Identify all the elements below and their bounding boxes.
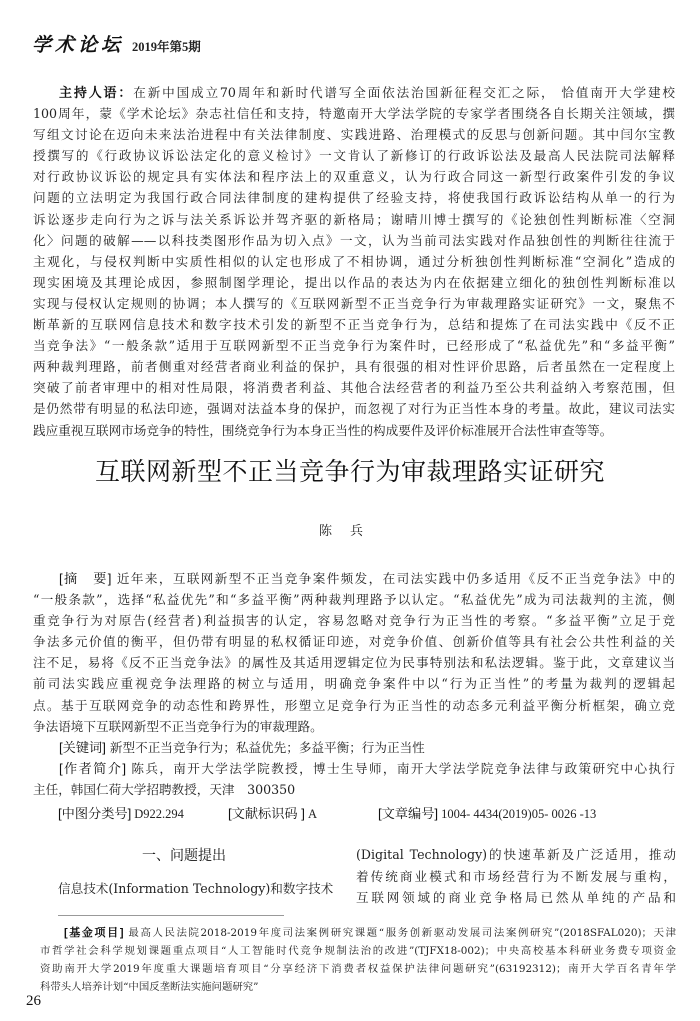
keywords-tag: [关键词] (59, 739, 106, 755)
body-left-column-line: 信息技术(Information Technology)和数字技术 (58, 881, 334, 896)
author-bio-line: [作者简介] 陈兵，南开大学法学院教授，博士生导师，南开大学法学院竞争法律与政策研究中心执行 (59, 760, 675, 776)
host-note-line: 问题的立法明定为我国行政合同法律制度的建构提供了经验支持，将使我国行政诉讼结构从单一的行为 (33, 190, 675, 206)
body-line: 互联网领域的商业竞争格局已然从单纯的产品和 (356, 890, 676, 905)
abstract-tag: [摘 要] (59, 571, 112, 586)
abstract-line: 前司法实践应重视竞争法理路的树立与适用，明确竞争案件中以“行为正当性”的考量为裁判的逻辑起 (33, 676, 675, 692)
host-note-line: 诉讼逐步走向行为之诉与法关系诉讼并驾齐驱的新格局；谢晴川博士撰写的《论独创性判断标准〈空洞 (33, 211, 675, 227)
abstract-line: 重竞争行为对原告(经营者)利益损害的认定，容易忽略对竞争行为正当性的考察。“多益平衡”立足于竞 (33, 613, 675, 629)
keywords (33, 737, 675, 758)
host-note-line: 当竞争法》“一般条款”适用于互联网新型不正当竞争行为案件时，已经形成了“私益优先”和“多益平衡” (33, 338, 675, 354)
journal-name: 学术论坛 (32, 34, 125, 56)
host-note-line: 现实困境及其理论成因，参照制图学理论，提出以作品的表达为内在依据建立细化的独创性判断标准以 (33, 274, 675, 290)
article-number: [文章编号] 1004- 4434(2019)05- 0026 -13 (378, 806, 597, 821)
abstract-line: 注不足，易将《反不正当竞争法》的属性及其适用逻辑定位为民事特别法和私法逻辑。鉴于此，文章建议当 (33, 655, 675, 671)
host-note-line: 主持人语：在新中国成立70周年和新时代谱写全面依法治国新征程交汇之际， 恰值南开大学建校 (59, 85, 675, 100)
article-title: 互联网新型不正当竞争行为审裁理路实证研究 (94, 457, 605, 486)
author-bio-line: 主任，韩国仁荷大学招聘教授，天津 300350 (33, 781, 296, 797)
footnote-tag: [基金项目] (64, 927, 124, 939)
issue-label: 2019年第5期 (132, 40, 201, 54)
host-note-line: 断革新的互联网信息技术和数字技术引发的新型不正当竞争行为，总结和提炼了在司法实践中《反不正 (33, 317, 675, 333)
body-right-column (356, 844, 676, 909)
clc-code: [中图分类号] D922.294 (58, 806, 184, 821)
body-line: (Digital Technology)的快速革新及广泛适用，推动 (356, 847, 676, 862)
host-note-line: 是仍然带有明显的私法印迹，强调对法益本身的保护，而忽视了对行为正当性本身的考量。故此，建议司法实 (33, 401, 675, 417)
abstract-line: “一般条款”，选择“私益优先”和“多益平衡”两种裁判理路予以认定。“私益优先”成为司法裁判的主流，侧 (33, 592, 675, 608)
host-note-line: 突破了前者审理中的相对性局限，将消费者利益、其他合法经营者的利益乃至公共利益纳入考察范围，但 (33, 380, 675, 396)
body-line: 着传统商业模式和市场经营行为不断发展与重构， (356, 868, 676, 884)
host-note-line: 践应重视互联网市场竞争的特性，围绕竞争行为本身正当性的构成要件及评价标准展开合法性审查等等。 (33, 422, 613, 438)
abstract-line: 争法多元价值的衡平，但仍带有明显的私权循证印迹，对竞争价值、创新价值等具有社会公共性利益的关 (33, 634, 675, 650)
host-note (33, 82, 675, 441)
author-bio-tag: [作者简介] (59, 760, 126, 776)
host-note-line: 化〉问题的破解——以科技类图形作品为切入点》一文，认为当前司法实践对作品独创性的判断往往流于 (33, 232, 675, 248)
host-note-line: 写组文讨论在迈向未来法治进程中有关法律制度、实践进路、治理模式的反思与创新问题。其中闫尔宝教 (33, 127, 675, 143)
document-code: [文献标识码 ] A (228, 806, 317, 821)
abstract-line: 点。基于互联网竞争的动态性和跨界性，形塑立足竞争行为正当性的动态多元利益平衡分析框架，确立竞 (33, 697, 675, 713)
host-note-line: 对行政协议诉讼的规定具有实体法和程序法上的双重意义，认为行政合同这一新型行政案件引发的争议 (33, 169, 675, 185)
funding-footnote (40, 925, 676, 997)
footnote-line: 科带头人培养计划“中国反垄断法实施问题研究” (40, 980, 259, 993)
host-note-line: 100周年，蒙《学术论坛》杂志社信任和支持，特邀南开大学法学院的专家学者围绕各自长期关注领域，撰 (33, 106, 675, 122)
footnote-line: 资助南开大学2019年度重大课题培育项目“分享经济下消费者权益保护法律问题研究”(63192312)；南开大学百名青年学 (40, 962, 676, 975)
host-note-line: 主观化，与侵权判断中实质性相似的认定也形成了不相协调，通过分析独创性判断标准“空洞化”造成的 (33, 253, 675, 269)
article-author: 陈兵 (318, 524, 381, 539)
running-header (32, 30, 201, 56)
host-note-line: 两种裁判理路，前者侧重对经营者商业利益的保护，具有很强的相对性评价思路，后者虽然在一定程度上 (33, 359, 675, 375)
abstract-line: [摘 要] 近年来，互联网新型不正当竞争案件频发，在司法实践中仍多适用《反不正当竞争法》中的 (59, 571, 675, 586)
page-number: 26 (26, 993, 41, 1009)
host-note-line: 实现与侵权认定规则的协调；本人撰写的《互联网新型不正当竞争行为审裁理路实证研究》一文，聚焦不 (33, 295, 675, 311)
footnote-line: 市哲学社会科学规划课题重点项目“人工智能时代竞争规制法治的改进”(TJFX18-002)；中央高校基本科研业务费专项资金 (40, 944, 676, 957)
footnote-divider (58, 915, 284, 916)
host-note-lead: 主持人语： (59, 85, 134, 100)
footnote-line: [基金项目] 最高人民法院2018-2019年度司法案例研究课题“服务创新驱动发展司法案例研究”(2018SFAL020)；天津 (64, 927, 676, 939)
host-note-line: 授撰写的《行政协议诉讼法定化的意义检讨》一文肯认了新修订的行政诉讼法及最高人民法院司法解释 (33, 148, 675, 164)
abstract (33, 568, 675, 800)
abstract-line: 争法语境下互联网新型不正当竞争行为的审裁理路。 (33, 718, 323, 734)
classification-row (58, 803, 678, 822)
section-heading: 一、问题提出 (142, 848, 226, 864)
keywords-value: 新型不正当竞争行为；私益优先；多益平衡；行为正当性 (109, 739, 425, 755)
